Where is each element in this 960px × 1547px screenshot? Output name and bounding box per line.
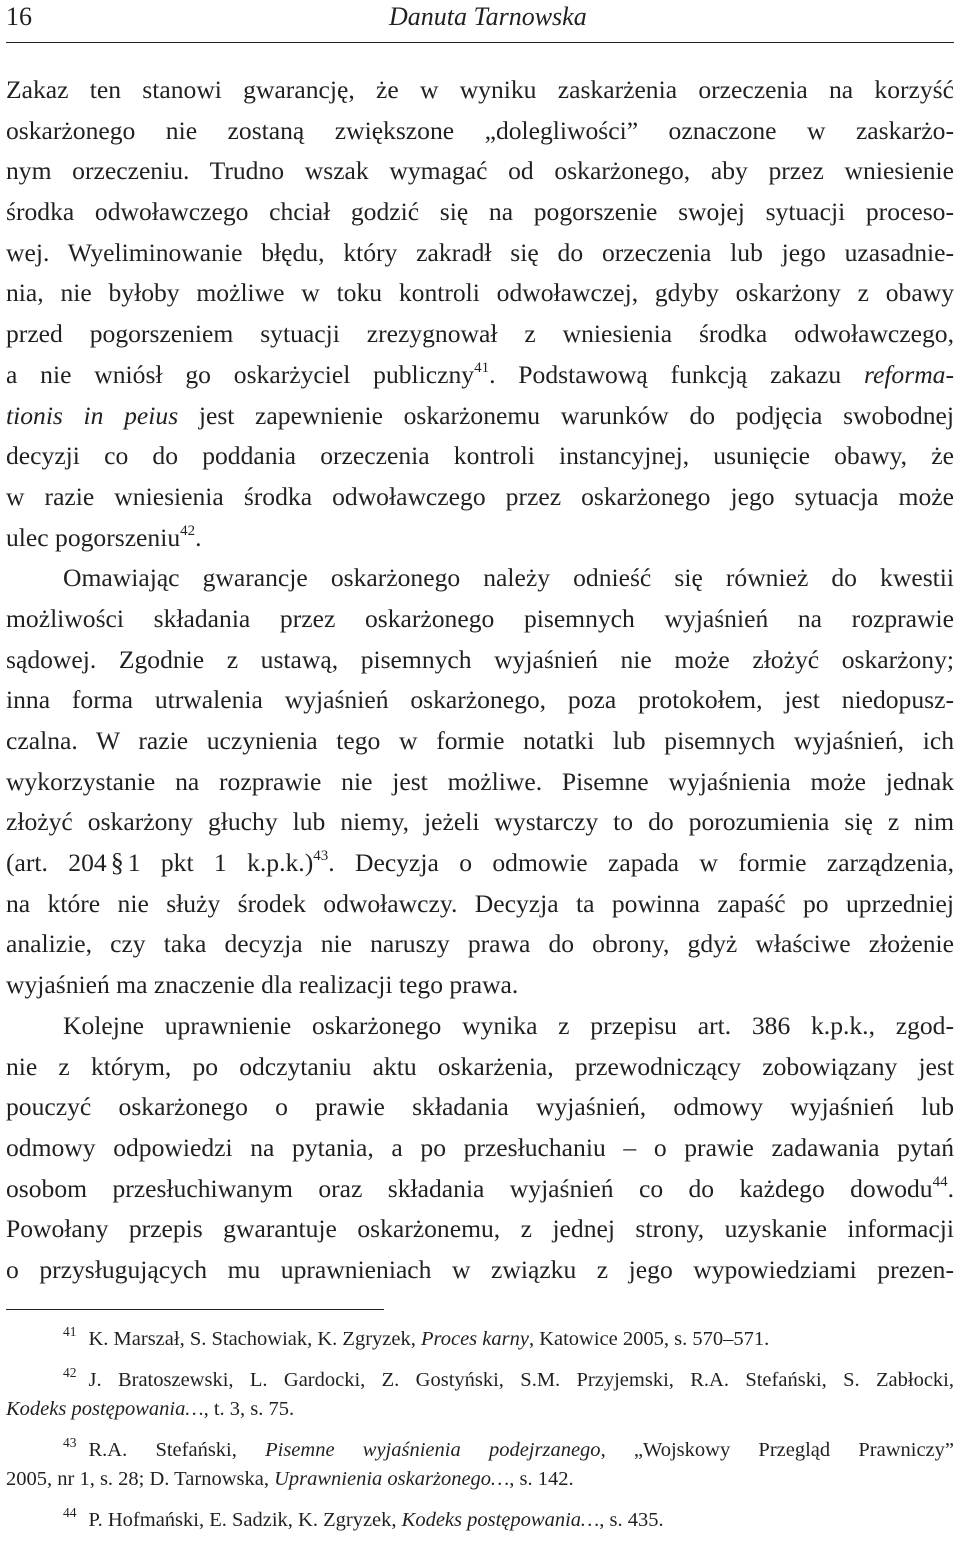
text-line: czalna. W razie uczynienia tego w formie notatki lub pisemnych wyjaśnień, ich <box>6 726 954 755</box>
footnote-ref-44: 44 <box>932 1173 948 1190</box>
italic-run: Uprawnienia oskarżonego… <box>274 1468 510 1490</box>
footnote-line <box>6 1325 954 1354</box>
footnote-44 <box>6 1506 954 1535</box>
text-line: złożyć oskarżony głuchy lub niemy, jeżeli wystarczy to do porozumienia się z nim <box>6 807 954 837</box>
footnote-line <box>6 1506 954 1535</box>
footnote-number: 41 <box>63 1324 77 1339</box>
text-line <box>6 396 954 437</box>
body-text <box>6 70 954 1291</box>
italic-run: Proces karny <box>420 1328 529 1350</box>
footnote-line <box>6 1436 954 1465</box>
text-run: (art. 204 <box>6 848 107 878</box>
text-run: . Podstawową funkcją zakazu <box>489 359 864 389</box>
page-number: 16 <box>6 2 32 31</box>
footnotes <box>6 1325 954 1547</box>
text-run: , s. 435. <box>599 1509 664 1531</box>
italic-run: Kodeks postępowania… <box>6 1398 204 1420</box>
italic-run: reforma- <box>863 359 954 389</box>
text-line: decyzji co do poddania orzeczenia kontroli instancyjnej, usunięcie obawy, że <box>6 441 954 471</box>
text-line: sądowej. Zgodnie z ustawą, pisemnych wyjaśnień nie może złożyć oskarżony; <box>6 644 954 674</box>
text-line: nym orzeczeniu. Trudno wszak wymagać od oskarżonego, aby przez wniesienie <box>6 156 954 186</box>
text-run: . <box>195 522 202 552</box>
text-line: nie z którym, po odczytaniu aktu oskarżenia, przewodniczący zobowiązany jest <box>6 1051 954 1081</box>
text-line: odmowy odpowiedzi na pytania, a po przesłuchaniu – o prawie zadawania pytań <box>6 1132 954 1162</box>
text-run: ulec pogorszeniu <box>6 522 181 552</box>
footnote-number: 43 <box>63 1435 77 1450</box>
footnote-number: 42 <box>63 1365 77 1380</box>
footnote-line <box>6 1366 954 1395</box>
text-run: 2005, nr 1, s. 28; D. Tarnowska, <box>6 1468 275 1490</box>
text-line: inna forma utrwalenia wyjaśnień oskarżonego, poza protokołem, jest niedopusz- <box>6 685 954 715</box>
footnote-41 <box>6 1325 954 1354</box>
text-run: P. Hofmański, E. Sadzik, K. Zgryzek, <box>88 1509 402 1531</box>
footnote-separator <box>6 1309 384 1310</box>
text-run: , Katowice 2005, s. 570–571. <box>528 1328 770 1350</box>
italic-run: tionis in peius <box>6 400 179 430</box>
section-symbol: § <box>110 848 124 878</box>
text-line: oskarżonego nie zostaną zwiększone „dolegliwości” oznaczone w zaskarżo- <box>6 115 954 145</box>
text-run: . Decyzja o odmowie zapada w formie zarządzenia, <box>328 848 954 878</box>
text-run: . <box>947 1173 954 1203</box>
text-run: 1 pkt 1 k.p.k.) <box>127 848 314 878</box>
footnote-number: 44 <box>63 1505 77 1520</box>
footnote-ref-43: 43 <box>313 848 329 865</box>
text-line: w razie wniesienia środka odwoławczego przez oskarżonego jego sytuacja może <box>6 481 954 511</box>
text-line <box>6 843 954 884</box>
text-line: przed pogorszeniem sytuacji zrezygnował z wniesienia środka odwoławczego, <box>6 319 954 349</box>
footnote-43 <box>6 1436 954 1494</box>
text-run: J. Bratoszewski, L. Gardocki, Z. Gostyński, S.M. Przyjemski, R.A. Stefański, S. Zabłocki, <box>88 1369 954 1391</box>
text-run: K. Marszał, S. Stachowiak, K. Zgryzek, <box>88 1328 421 1350</box>
text-line: na które nie służy środek odwoławczy. Decyzja ta powinna zapaść po uprzedniej <box>6 888 954 918</box>
text-line: wej. Wyeliminowanie błędu, który zakradł się do orzeczenia lub jego uzasadnie- <box>6 237 954 267</box>
text-line: analizie, czy taka decyzja nie naruszy prawa do obrony, gdyż właściwe złożenie <box>6 929 954 959</box>
text-line <box>6 518 954 559</box>
text-run: , t. 3, s. 75. <box>203 1398 295 1420</box>
text-line: Powołany przepis gwarantuje oskarżonemu, z jednej strony, uzyskanie informacji <box>6 1214 954 1244</box>
text-line: Zakaz ten stanowi gwarancję, że w wyniku zaskarżenia orzeczenia na korzyść <box>6 75 954 104</box>
text-run: , „Wojskowy Przegląd Prawniczy” <box>600 1439 954 1461</box>
text-line: pouczyć oskarżonego o prawie składania wyjaśnień, odmowy wyjaśnień lub <box>6 1092 954 1122</box>
italic-run: Pisemne wyjaśnienia podejrzanego <box>265 1439 601 1461</box>
text-line: środka odwoławczego chciał godzić się na pogorszenie swojej sytuacji proceso- <box>6 197 954 227</box>
text-line: o przysługujących mu uprawnieniach w związku z jego wypowiedziami prezen- <box>6 1254 954 1284</box>
text-run: osobom przesłuchiwanym oraz składania wyjaśnień co do każdego dowodu <box>6 1173 933 1203</box>
text-line: wykorzystanie na rozprawie nie jest możliwe. Pisemne wyjaśnienia może jednak <box>6 766 954 796</box>
text-run: , s. 142. <box>509 1468 574 1490</box>
footnote-line <box>6 1395 954 1424</box>
text-line: Omawiając gwarancje oskarżonego należy odnieść się również do kwestii <box>63 563 954 593</box>
page-header <box>6 0 954 43</box>
text-line: Kolejne uprawnienie oskarżonego wynika z przepisu art. 386 k.p.k., zgod- <box>63 1010 954 1040</box>
footnote-ref-42: 42 <box>180 522 196 539</box>
text-line: wyjaśnień ma znaczenie dla realizacji tego prawa. <box>6 970 519 1000</box>
text-line <box>6 1169 954 1210</box>
text-run: jest zapewnienie oskarżonemu warunków do podjęcia swobodnej <box>178 400 954 430</box>
text-line: możliwości składania przez oskarżonego pisemnych wyjaśnień na rozprawie <box>6 603 954 633</box>
footnote-ref-41: 41 <box>474 359 490 376</box>
footnote-42 <box>6 1366 954 1424</box>
running-head: Danuta Tarnowska <box>389 2 587 31</box>
footnote-line <box>6 1465 954 1494</box>
italic-run: Kodeks postępowania… <box>401 1509 600 1531</box>
text-run: R.A. Stefański, <box>88 1439 266 1461</box>
text-line: nia, nie byłoby możliwe w toku kontroli odwoławczej, gdyby oskarżony z obawy <box>6 278 954 308</box>
text-line <box>6 355 954 396</box>
text-run: a nie wniósł go oskarżyciel publiczny <box>6 359 475 389</box>
